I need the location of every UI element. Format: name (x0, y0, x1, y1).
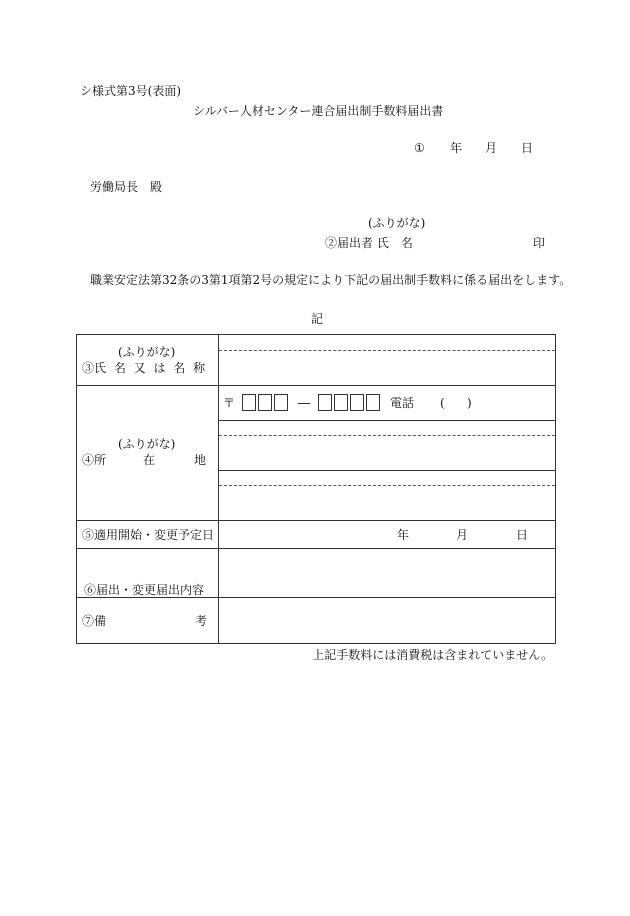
address-label-b: 在 (143, 453, 156, 467)
postal-digit-box[interactable] (258, 394, 272, 411)
postal-mark: 〒 (223, 396, 236, 410)
date-marker: ① (414, 141, 425, 155)
postal-dash (298, 403, 310, 404)
name-furigana: (ふりがな) (118, 345, 176, 359)
postal-digit-box[interactable] (318, 394, 332, 411)
applicant-furigana: (ふりがな) (368, 216, 426, 230)
postal-digit-box[interactable] (242, 394, 256, 411)
postal-digit-box[interactable] (274, 394, 288, 411)
row-divider (76, 548, 556, 549)
furigana-line (219, 485, 555, 486)
row-divider (76, 597, 556, 598)
row-divider (76, 520, 556, 521)
phone-paren-open: ( (440, 396, 445, 410)
start-date-day: 日 (516, 528, 529, 542)
row-divider (76, 385, 556, 386)
postal-digit-box[interactable] (334, 394, 348, 411)
start-date-year: 年 (397, 528, 410, 542)
row-divider (218, 420, 556, 421)
furigana-line (219, 435, 555, 436)
tax-note: 上記手数料には消費税は含まれていません。 (312, 648, 553, 662)
form-number: シ様式第3号(表面) (80, 84, 181, 98)
name-input[interactable] (220, 352, 554, 383)
start-date-label: ⑤適用開始・変更予定日 (82, 528, 215, 542)
date-day: 日 (521, 141, 534, 155)
address-label-a: ④所 (82, 453, 107, 467)
postal-digit-box[interactable] (366, 394, 380, 411)
phone-label: 電話 (390, 396, 415, 410)
applicant-name-label: ②届出者 氏 名 (325, 236, 413, 250)
furigana-line (219, 350, 555, 351)
ki-heading: 記 (311, 312, 324, 326)
address-furigana: (ふりがな) (118, 437, 176, 451)
start-date-month: 月 (456, 528, 469, 542)
row-divider (218, 470, 556, 471)
remarks-label-b: 考 (195, 614, 208, 628)
date-month: 月 (485, 141, 498, 155)
content-label: ⑥届出・変更届出内容 (84, 583, 205, 597)
date-year: 年 (450, 141, 463, 155)
postal-digit-box[interactable] (350, 394, 364, 411)
addressee: 労働局長 殿 (90, 180, 163, 194)
name-label: ③氏 名 又 は 名 称 (82, 361, 206, 375)
seal-mark: 印 (533, 236, 546, 250)
document-title: シルバー人材センター連合届出制手数料届出書 (193, 104, 444, 118)
statement: 職業安定法第32条の3第1項第2号の規定により下記の届出制手数料に係る届出をします。 (90, 273, 572, 287)
phone-paren-close: ) (467, 396, 472, 410)
remarks-label-a: ⑦備 (82, 614, 107, 628)
address-label-c: 地 (194, 453, 207, 467)
